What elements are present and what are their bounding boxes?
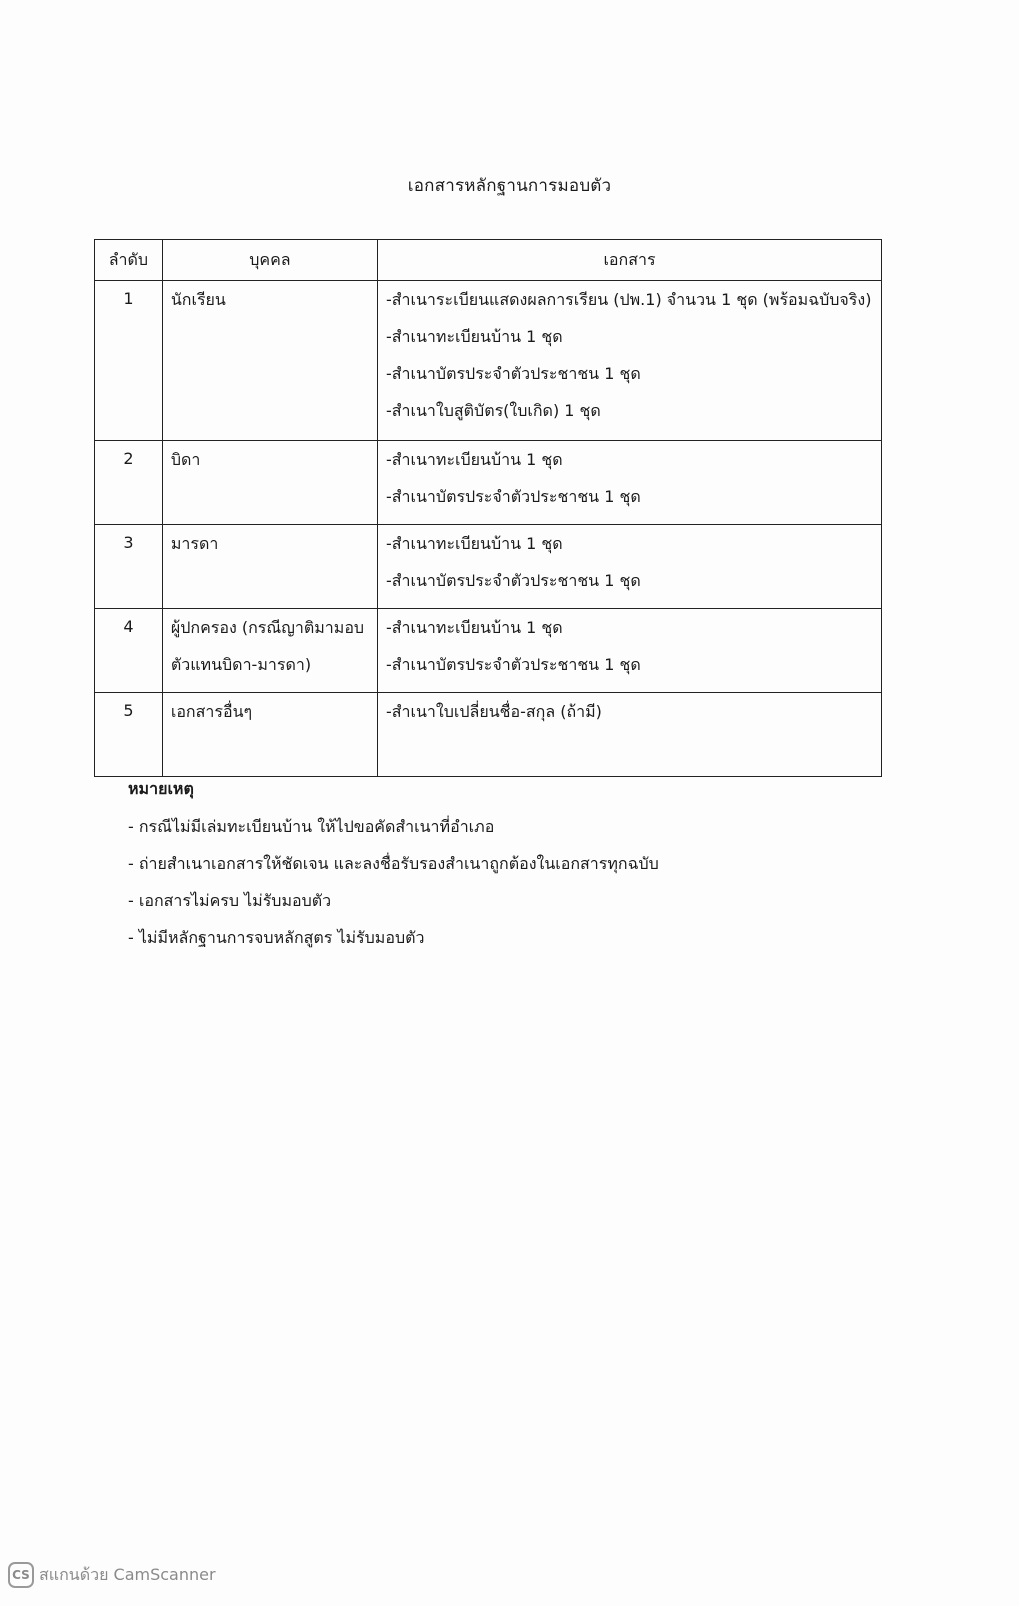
row-number: 4 [95,609,163,693]
document-item: -สำเนาทะเบียนบ้าน 1 ชุด [386,618,563,637]
watermark-text: สแกนด้วย CamScanner [39,1564,216,1584]
row-person [162,525,377,609]
document-title: เอกสารหลักฐานการมอบตัว [407,176,612,196]
row-number: 5 [95,693,163,777]
person-label: นักเรียน [170,290,226,309]
person-label: บิดา [170,450,201,469]
document-item: -สำเนาทะเบียนบ้าน 1 ชุด [386,450,563,469]
header-order: ลำดับ [95,240,163,281]
document-item: -สำเนาใบเปลี่ยนชื่อ-สกุล (ถ้ามี) [386,702,602,721]
row-documents [378,281,882,441]
row-person [162,441,377,525]
header-documents: เอกสาร [378,240,882,281]
note-item: - กรณีไม่มีเล่มทะเบียนบ้าน ให้ไปขอคัดสำเนาที่อำเภอ [128,817,495,836]
document-item: -สำเนาบัตรประจำตัวประชาชน 1 ชุด [386,487,641,506]
document-item: -สำเนาใบสูติบัตร(ใบเกิด) 1 ชุด [386,401,601,420]
document-item: -สำเนาบัตรประจำตัวประชาชน 1 ชุด [386,364,641,383]
row-documents [378,693,882,777]
document-item: -สำเนาระเบียนแสดงผลการเรียน (ปพ.1) จำนวน 1 ชุด (พร้อมฉบับจริง) [386,290,872,309]
row-person [162,281,377,441]
document-item: -สำเนาบัตรประจำตัวประชาชน 1 ชุด [386,571,641,590]
row-number: 3 [95,525,163,609]
table-header-row [95,240,882,281]
document-item: -สำเนาทะเบียนบ้าน 1 ชุด [386,327,563,346]
note-item: - เอกสารไม่ครบ ไม่รับมอบตัว [128,891,332,910]
document-item: -สำเนาบัตรประจำตัวประชาชน 1 ชุด [386,655,641,674]
table-row [95,693,882,777]
row-person [162,693,377,777]
notes-title: หมายเหตุ [128,779,194,798]
person-label: เอกสารอื่นๆ [170,702,253,721]
row-number: 2 [95,441,163,525]
table-row [95,525,882,609]
table-row [95,609,882,693]
note-item: - ไม่มีหลักฐานการจบหลักสูตร ไม่รับมอบตัว [128,928,425,947]
row-documents [378,441,882,525]
row-person [162,609,377,693]
row-documents [378,525,882,609]
header-person: บุคคล [162,240,377,281]
person-label: ผู้ปกครอง (กรณีญาติมามอบ [170,618,365,637]
person-label: ตัวแทนบิดา-มารดา) [170,655,312,674]
note-item: - ถ่ายสำเนาเอกสารให้ชัดเจน และลงชื่อรับรองสำเนาถูกต้องในเอกสารทุกฉบับ [128,854,659,873]
notes-section [128,770,659,956]
table-row [95,441,882,525]
row-documents [378,609,882,693]
camscanner-watermark [8,1562,216,1588]
row-number: 1 [95,281,163,441]
document-item: -สำเนาทะเบียนบ้าน 1 ชุด [386,534,563,553]
documents-table [94,239,882,777]
camscanner-logo-icon: CS [8,1562,34,1588]
table-row [95,281,882,441]
person-label: มารดา [170,534,219,553]
